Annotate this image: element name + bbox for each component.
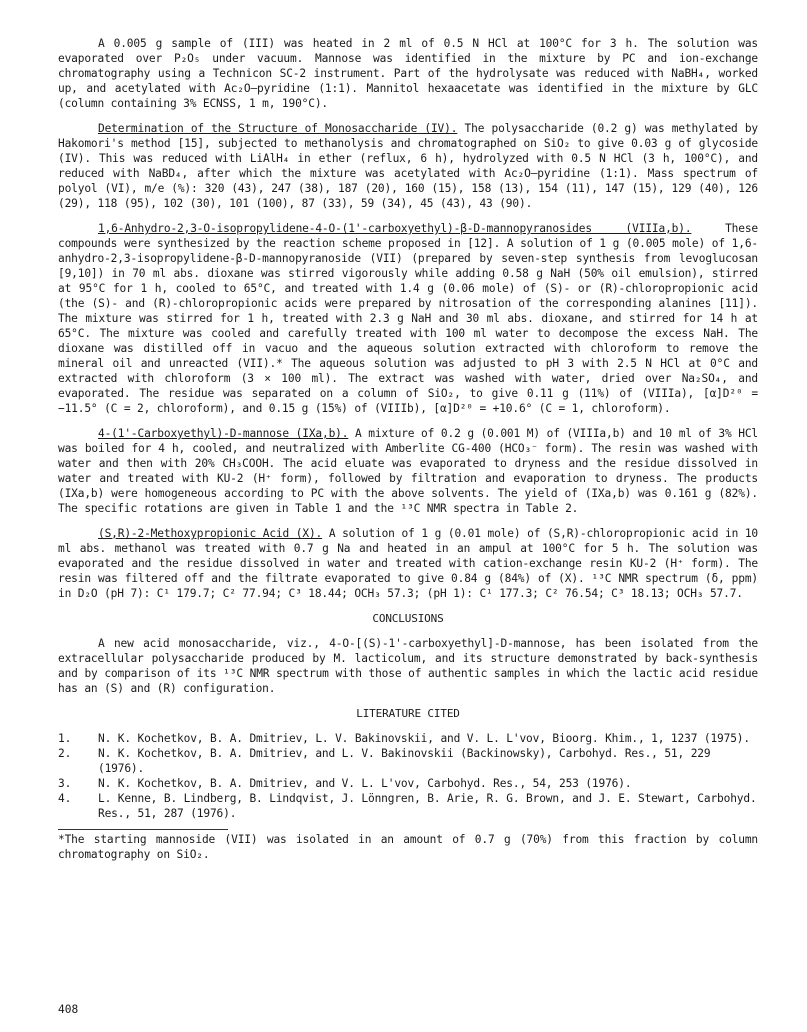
reference-text: N. K. Kochetkov, B. A. Dmitriev, and V. L. L'vov, Carbohyd. Res., 54, 253 (1976). [98,777,632,790]
conclusions-title: CONCLUSIONS [372,612,444,625]
section-heading-carboxyethyl-mannose: 4-(1'-Carboxyethyl)-D-mannose (IXa,b). [98,427,349,440]
conclusions-text: A new acid monosaccharide, viz., 4-O-[(S)-1'-carboxyethyl]-D-mannose, has been isolated from the extracellular polysaccharide produced by M. lacticolum, and its structure demonstrated by back-synthesis and by comparison of its ¹³C NMR spectrum with those of authentic samples in which the lactic acid residue has an (S) and (R) configuration. [58,637,758,695]
reference-number: 4. [58,792,72,805]
reference-text: N. K. Kochetkov, B. A. Dmitriev, L. V. Bakinovskii, and V. L. L'vov, Bioorg. Khim., 1, 1237 (1975). [98,732,750,745]
paragraph-text: These compounds were synthesized by the reaction scheme proposed in [12]. A solution of 1 g (0.005 mole) of 1,6-anhydro-2,3-isopropylidene-β-D-mannopyranoside (VII) (prepared by seven-step synthesis from levoglucosan [9,10]) in 70 ml abs. dioxane was stirred vigorously while adding 0.58 g NaH (50% oil emulsion), stirred at 95°C for 1 h, cooled to 65°C, and treated with 1.4 g (0.06 mole) of (S)- or (R)-chloropropionic acid (the (S)- and (R)-chloropropionic acids were prepared by nitrosation of the corresponding alanines [11]). The mixture was stirred for 1 h, treated with 2.3 g NaH and 30 ml abs. dioxane, and stirred for 14 h at 65°C. The mixture was cooled and carefully treated with 100 ml water to decompose the excess NaH. The dioxane was distilled off in vacuo and the aqueous solution extracted with chloroform to remove the mineral oil and unreacted (VII).* The aqueous solution was adjusted to pH 3 with 2.5 N HCl at 0°C and extracted with chloroform (3 × 100 ml). The extract was washed with water, dried over Na₂SO₄, and evaporated. The residue was separated on a column of SiO₂, to give 0.11 g (11%) of (VIIIa), [α]D²⁰ = −11.5° (C = 2, chloroform), and 0.15 g (15%) of (VIIIb), [α]D²⁰ = +10.6° (C = 1, chloroform). [58,222,758,415]
section-heading-methoxypropionic: (S,R)-2-Methoxypropionic Acid (X). [98,527,323,540]
paragraph-synthesis-viiia-b [58,221,758,416]
section-heading-mannopyranosides: 1,6-Anhydro-2,3-O-isopropylidene-4-O-(1'-carboxyethyl)-β-D-mannopyranosides (VIIIa,b). [98,222,692,235]
section-heading-structure: Determination of the Structure of Monosaccharide (IV). [98,122,458,135]
reference-number: 2. [58,747,72,760]
reference-item [58,731,758,746]
reference-item [58,776,758,791]
reference-text: L. Kenne, B. Lindberg, B. Lindqvist, J. Lönngren, B. Arie, R. G. Brown, and J. E. Stewart, Carbohyd. Res., 51, 287 (1976). [98,792,757,820]
reference-item [58,791,758,821]
document-page [58,36,758,872]
paragraph-hydrolysis: A 0.005 g sample of (III) was heated in 2 ml of 0.5 N HCl at 100°C for 3 h. The solution was evaporated over P₂O₅ under vacuum. Mannose was identified in the mixture by PC and ion-exchange chromatography using a Technicon SC-2 instrument. Part of the hydrolysate was reduced with NaBH₄, worked up, and acetylated with Ac₂O–pyridine (1:1). Mannitol hexaacetate was identified in the mixture by GLC (column containing 3% ECNSS, 1 m, 190°C). [58,37,758,110]
paragraph-text: A mixture of 0.2 g (0.001 M) of (VIIIa,b) and 10 ml of 3% HCl was boiled for 4 h, cooled, and neutralized with Amberlite CG-400 (HCO₃⁻ form). The resin was washed with water and then with 20% CH₃COOH. The acid eluate was evaporated to dryness and the residue dissolved in water and treated with KU-2 (H⁺ form), followed by filtration and evaporation to dryness. The products (IXa,b) were homogeneous according to PC with the above solvents. The yield of (IXa,b) was 0.161 g (82%). The specific rotations are given in Table 1 and the ¹³C NMR spectra in Table 2. [58,427,758,515]
paragraph-methoxypropionic-acid [58,526,758,601]
reference-list [58,731,758,821]
paragraph-synthesis-ixa-b [58,426,758,516]
reference-item [58,746,758,776]
reference-text: N. K. Kochetkov, B. A. Dmitriev, and L. V. Bakinovskii (Backinowsky), Carbohyd. Res., 51, 229 (1976). [98,747,711,775]
page-number: 408 [58,1003,79,1016]
footnote-divider [58,829,228,830]
paragraph-structure-determination [58,121,758,211]
paragraph-text: The polysaccharide (0.2 g) was methylated by Hakomori's method [15], subjected to methanolysis and chromatographed on SiO₂ to give 0.03 g of glycoside (IV). This was reduced with LiAlH₄ in ether (reflux, 6 h), hydrolyzed with 0.5 N HCl (3 h, 100°C), and reduced with NaBD₄, after which the mixture was acetylated with Ac₂O–pyridine (1:1). Mass spectrum of polyol (VI), m/e (%): 320 (43), 247 (38), 187 (20), 160 (15), 158 (13), 154 (11), 147 (15), 129 (40), 126 (29), 118 (95), 102 (30), 101 (100), 87 (33), 59 (34), 45 (43), 43 (90). [58,122,758,210]
reference-number: 1. [58,732,72,745]
footnote: *The starting mannoside (VII) was isolated in an amount of 0.7 g (70%) from this fraction by column chromatography on SiO₂. [58,833,758,861]
paragraph-text: A solution of 1 g (0.01 mole) of (S,R)-chloropropionic acid in 10 ml abs. methanol was treated with 0.7 g Na and heated in an ampul at 100°C for 5 h. The solution was evaporated and the residue dissolved in water and treated with cation-exchange resin KU-2 (H⁺ form). The resin was filtered off and the filtrate evaporated to give 0.84 g (84%) of (X). ¹³C NMR spectrum (δ, ppm) in D₂O (pH 7): C¹ 179.7; C² 77.94; C³ 18.44; OCH₃ 57.3; (pH 1): C¹ 177.3; C² 76.54; C³ 18.13; OCH₃ 57.7. [58,527,759,600]
reference-number: 3. [58,777,72,790]
literature-title: LITERATURE CITED [356,707,460,720]
